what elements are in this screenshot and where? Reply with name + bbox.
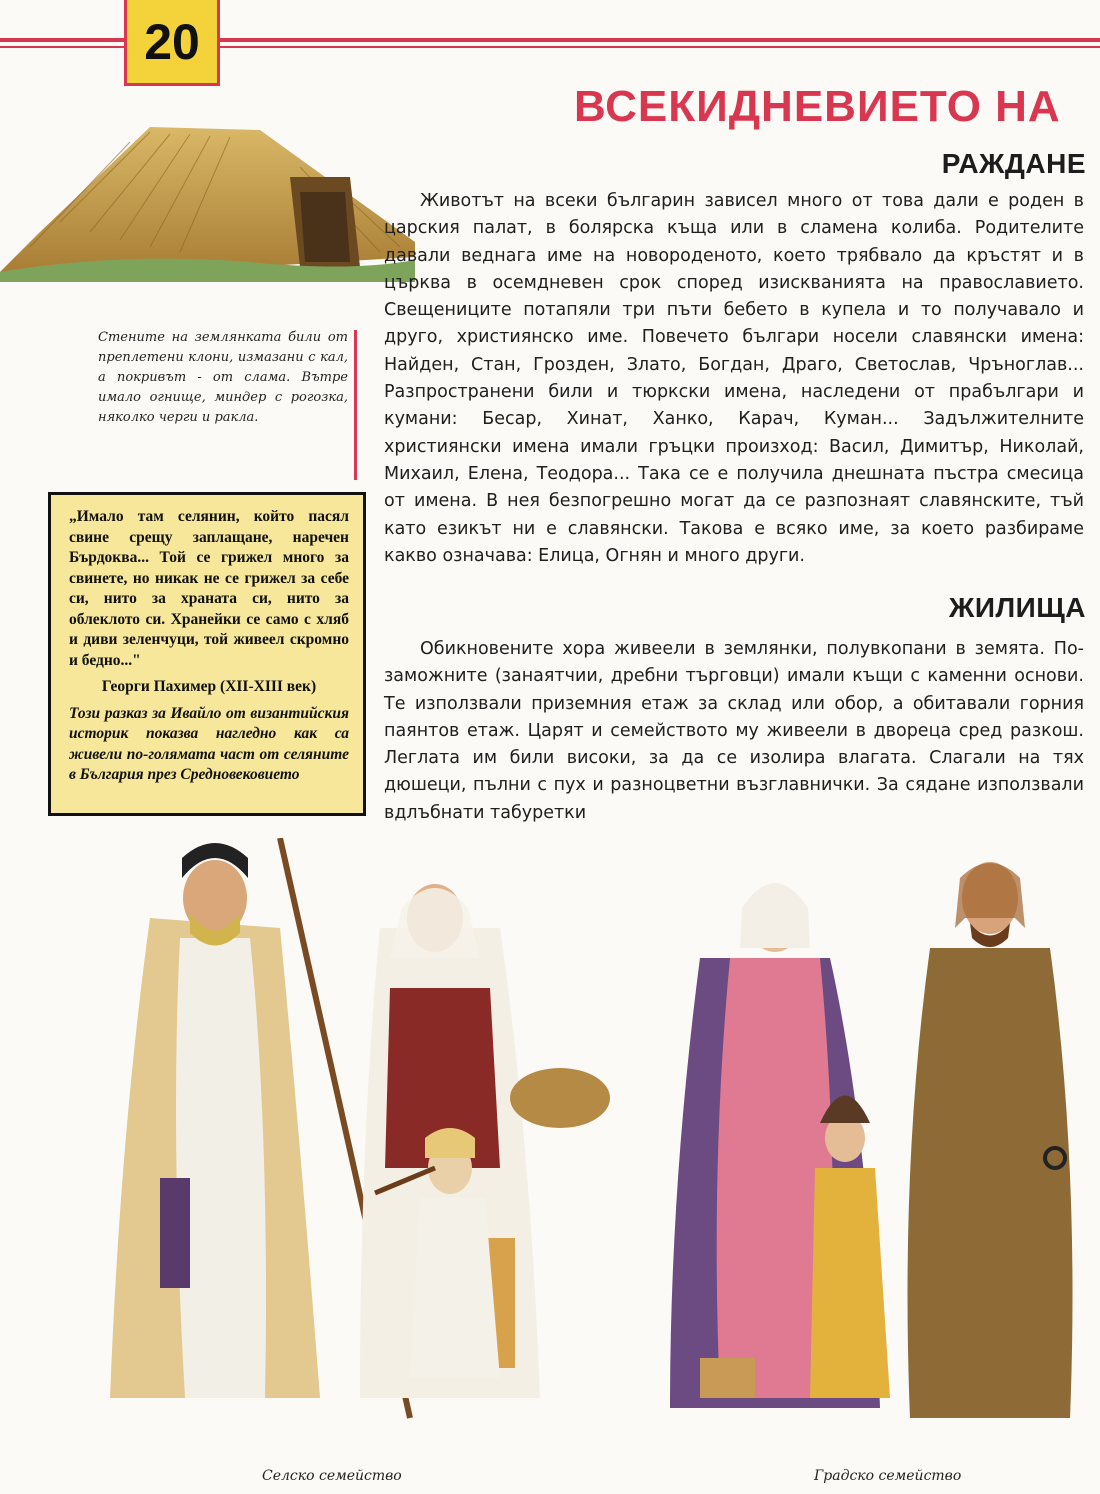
- section-heading-birth: РАЖДАНЕ: [941, 148, 1086, 179]
- section-birth: [384, 188, 1084, 570]
- quote-note: Този разказ за Ивайло от византийския историк показва нагледно как са живели по-голямата част от селяните в България през Средновековието: [69, 704, 349, 783]
- village-family-illustration: [90, 838, 650, 1438]
- town-family-illustration: [660, 838, 1090, 1438]
- section-dwellings: [384, 636, 1084, 827]
- caption-village-family: Селско семейство: [262, 1468, 402, 1484]
- section-dwellings-text: Обикновените хора живеели в землянки, полувкопани в земята. По-заможните (занаятчии, дребни търговци) имали къщи с каменни основи. Те използвали приземния етаж за склад или обор, а обитавали горния паянтов етаж. Царят и семейството му живеели в двореца сред разкош. Леглата им били високи, за да се изолира влагата. Слагали на тях дюшеци, пълни с пух и разноцветни възглавнички. За сядане използвали вдлъбнати табуретки: [384, 639, 1084, 823]
- hut-caption: Стените на землянката били от преплетени клони, измазани с кал, а покривът - от слама. Вътре имало огнище, миндер с рогозка, няколко черги и ракла.: [98, 330, 348, 425]
- hut-illustration: [0, 122, 420, 282]
- quote-box: [48, 492, 366, 816]
- section-heading-dwellings: ЖИЛИЩА: [949, 592, 1086, 623]
- quote-text: „Имало там селянин, който пасял свине срещу заплащане, наречен Бърдоква... Той се грижел много за свинете, но никак не се грижел за себе си, нито за храната си, нито за облеклото си. Хранейки се само с хляб и диви зеленчуци, той живеел скромно и бедно...": [69, 508, 349, 669]
- quote-author: Георги Пахимер (XII-XIII век): [101, 678, 317, 695]
- caption-town-family: Градско семейство: [814, 1468, 962, 1484]
- section-birth-text: Животът на всеки българин зависел много от това дали е роден в царския палат, в болярска къща или в сламена колиба. Родителите давали веднага име на новороденото, което трябвало да кръстят и в църква в осемдневен срок според изискванията на православието. Свещениците потапяли три пъти бебето в купела и то получавало и друго, християнско име. Повечето българи носели славянски имена: Найден, Стан, Грозден, Злато, Богдан, Драго, Светослав, Чръноглав... Разпространени били и тюркски имена, наследени от прабългари и кумани: Бесар, Хинат, Ханко, Карач, Куман... Задължителните християнски имена имали гръцки произход: Васил, Димитър, Николай, Михаил, Елена, Теодора... Така се е получила днешната пъстра смесица от имена. В нея безпогрешно могат да се разпознаят славянските, тъй като езикът ни е славянски. Такова е всяко име, за което разбираме какво означава: Елица, Огнян и много други.: [384, 191, 1084, 566]
- caption-divider: [354, 330, 357, 480]
- page-number: 20: [124, 0, 220, 86]
- page-title: ВСЕКИДНЕВИЕТО НА: [574, 82, 1061, 131]
